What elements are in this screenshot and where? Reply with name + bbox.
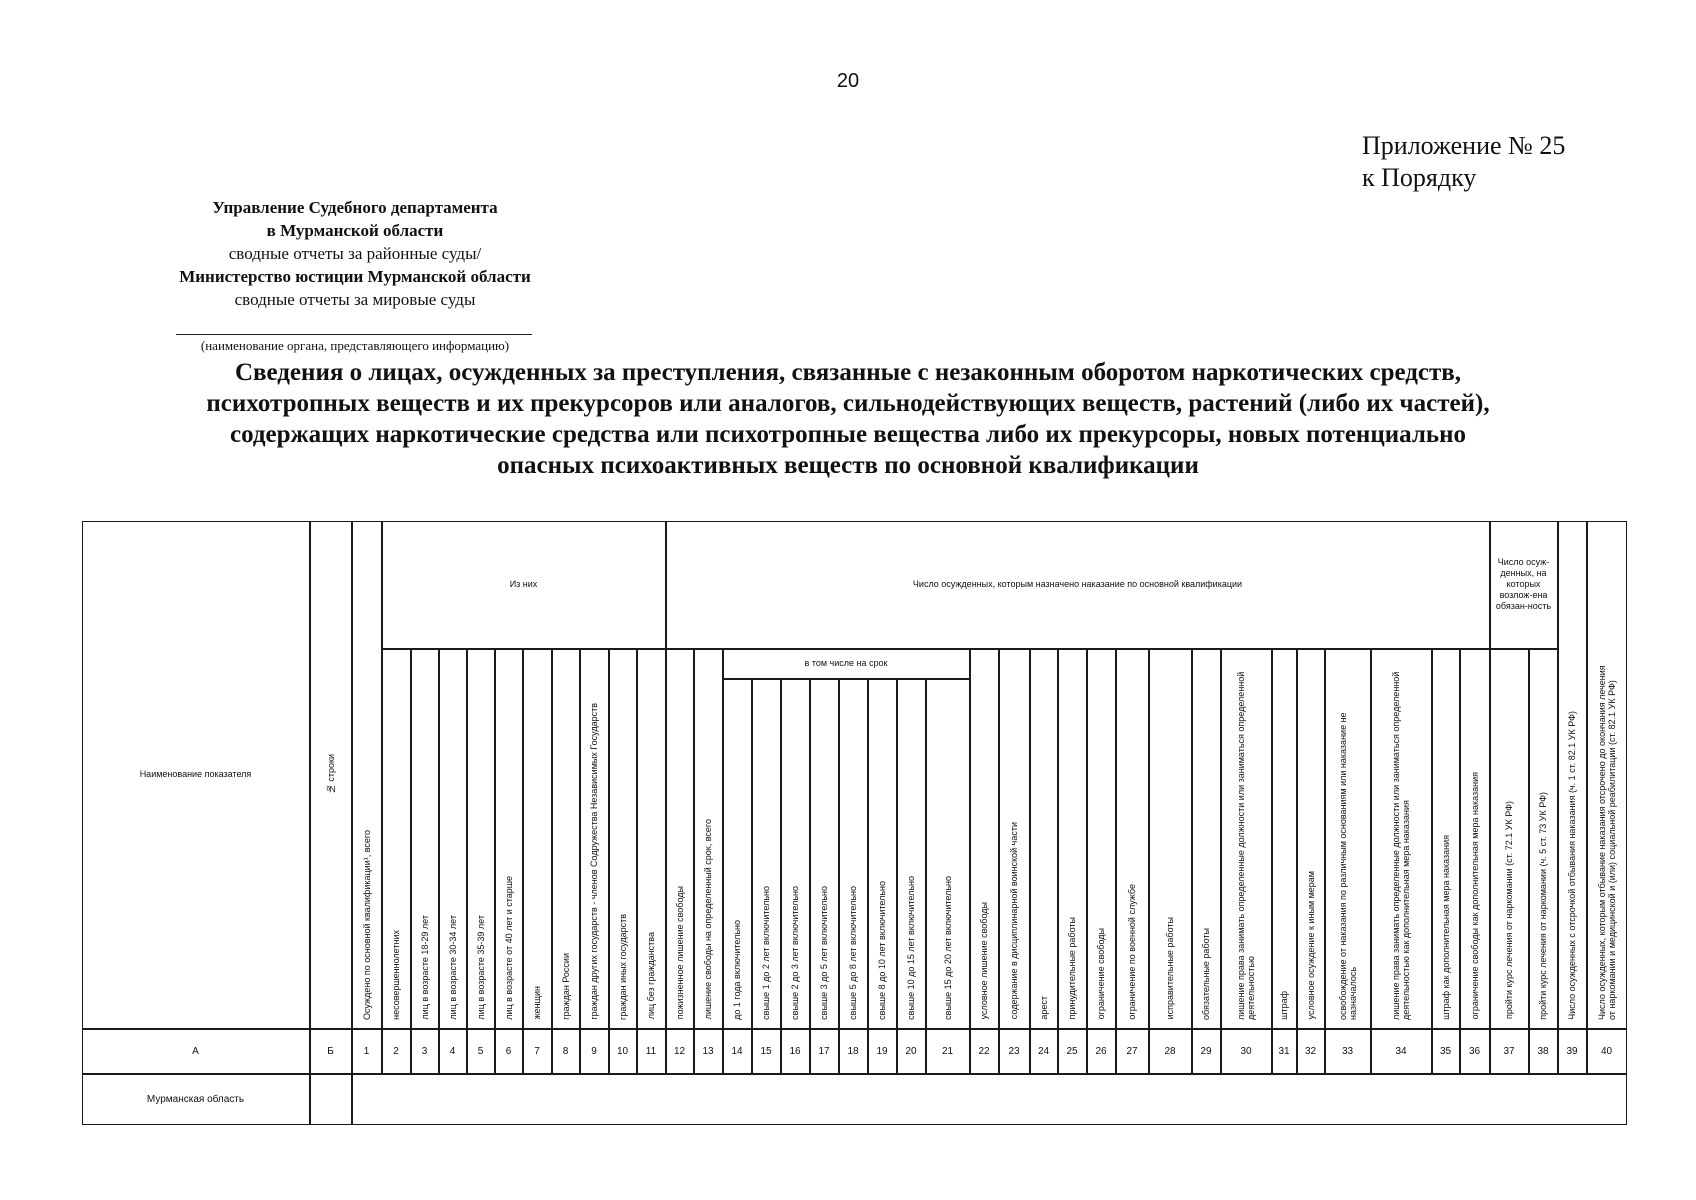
column-header-label: женщин	[532, 986, 542, 1020]
column-number-cell	[781, 1029, 810, 1074]
column-header-label: свыше 3 до 5 лет включительно	[819, 885, 829, 1020]
column-header	[1058, 649, 1087, 1029]
org-line-3: сводные отчеты за районные суды/	[228, 244, 482, 263]
column-header-label: свыше 5 до 8 лет включительно	[848, 885, 858, 1020]
group-header-label: Число осуж-денных, на которых возлож-ена обязан-ность	[1495, 557, 1552, 611]
column-header-label: Осуждено по основной квалификации¹, всего	[361, 829, 372, 1020]
column-number-cell	[1460, 1029, 1490, 1074]
column-number: 35	[1439, 1045, 1452, 1057]
appendix-line-1: Приложение № 25	[1362, 131, 1566, 160]
column-header-label: условное лишение свободы	[979, 902, 989, 1020]
column-header-label: освобождение от наказания по различным основаниям или наказание не назначалось	[1337, 711, 1358, 1020]
column-number: 19	[876, 1045, 888, 1057]
title-line-3: содержащих наркотические средства или психотропные вещества либо их прекурсоры, новых потенциально	[229, 421, 1466, 448]
table-row-data-cell[interactable]	[352, 1074, 1627, 1125]
column-header	[523, 649, 552, 1029]
column-number-cell	[1058, 1029, 1087, 1074]
report-table-grid	[82, 521, 1627, 1125]
column-header-label: содержание в дисциплинарной воинской части	[1009, 822, 1019, 1020]
column-header	[382, 649, 411, 1029]
column-header	[723, 679, 752, 1029]
column-header-label: лишение права занимать определенные должности или заниматься определенной деятельностью как дополнительная мера наказания	[1391, 671, 1411, 1020]
column-number: 29	[1200, 1045, 1212, 1057]
column-header	[1529, 649, 1558, 1029]
title-line-4: опасных психоактивных веществ по основной квалификации	[497, 452, 1199, 479]
column-number: 33	[1341, 1045, 1354, 1057]
column-header	[411, 649, 439, 1029]
column-number-cell	[1272, 1029, 1297, 1074]
column-header-label: лиц в возрасте от 40 лет и старше	[503, 875, 514, 1020]
label-b-cell	[310, 1029, 352, 1074]
label-b: Б	[327, 1045, 334, 1057]
column-header	[580, 649, 609, 1029]
column-header	[666, 649, 694, 1029]
column-number-cell	[666, 1029, 694, 1074]
column-header	[352, 521, 382, 1029]
column-number-cell	[1030, 1029, 1058, 1074]
group-header-label: Число осужденных, которым назначено наказание по основной квалификации	[912, 579, 1243, 589]
column-header-label: принудительные работы	[1067, 916, 1077, 1020]
column-number: 7	[534, 1045, 540, 1057]
row-number-header	[310, 521, 352, 1029]
title-line-2: психотропных веществ и их прекурсоров или аналогов, сильнодействующих веществ, растений (либо их частей),	[206, 390, 1490, 417]
column-number: 3	[421, 1045, 428, 1057]
org-line-5: сводные отчеты за мировые суды	[234, 290, 476, 309]
column-header	[999, 649, 1030, 1029]
column-header	[1460, 649, 1490, 1029]
column-number-cell	[1490, 1029, 1529, 1074]
column-number: 5	[477, 1045, 484, 1057]
column-header	[1587, 521, 1627, 1029]
appendix-label	[1362, 130, 1565, 194]
column-number: 34	[1395, 1045, 1407, 1057]
column-header	[1325, 649, 1371, 1029]
column-number: 16	[789, 1045, 801, 1057]
column-header	[868, 679, 897, 1029]
column-number-cell	[609, 1029, 637, 1074]
column-number-cell	[1297, 1029, 1325, 1074]
column-header-label: граждан других государств - членов Содружества Независимых Государств	[589, 702, 599, 1020]
column-header	[839, 679, 868, 1029]
indicator-header-label: Наименование показателя	[139, 769, 252, 779]
column-number: 40	[1600, 1045, 1613, 1057]
column-header	[1116, 649, 1149, 1029]
column-number: 25	[1066, 1045, 1078, 1057]
column-number-cell	[926, 1029, 970, 1074]
column-number: 27	[1126, 1045, 1138, 1057]
column-header	[1490, 649, 1529, 1029]
column-number-cell	[694, 1029, 723, 1074]
column-header	[439, 649, 467, 1029]
table-row-label: Мурманская область	[146, 1093, 245, 1105]
column-header-label: ограничение по военной службе	[1127, 883, 1137, 1020]
column-number: 38	[1537, 1045, 1549, 1057]
column-number-cell	[839, 1029, 868, 1074]
column-number: 6	[505, 1045, 512, 1057]
group-header-label: Из них	[509, 579, 538, 589]
column-number: 1	[363, 1045, 370, 1057]
column-header	[1221, 649, 1272, 1029]
column-number-cell	[810, 1029, 839, 1074]
column-header-label: исправительные работы	[1165, 917, 1175, 1020]
column-number-cell	[1371, 1029, 1432, 1074]
column-header	[1297, 649, 1325, 1029]
column-header	[609, 649, 637, 1029]
column-number-cell	[382, 1029, 411, 1074]
column-header-label: свыше 2 до 3 лет включительно	[790, 885, 800, 1020]
column-header	[1149, 649, 1192, 1029]
column-header-label: свыше 8 до 10 лет включительно	[877, 880, 887, 1020]
column-number-cell	[352, 1029, 382, 1074]
column-header	[1192, 649, 1221, 1029]
column-header-label: граждан России	[560, 952, 571, 1020]
column-header-label: лиц в возрасте 18-29 лет	[419, 914, 430, 1020]
column-number: 24	[1037, 1045, 1050, 1057]
column-header-label: пройти курс лечения от наркомании (ст. 72.1 УК РФ)	[1504, 801, 1514, 1020]
column-number: 15	[760, 1045, 772, 1057]
column-number: 14	[731, 1045, 743, 1057]
label-a: А	[192, 1045, 199, 1057]
org-line-1: Управление Судебного департамента	[212, 198, 498, 217]
column-header-label: до 1 года включительно	[732, 919, 742, 1020]
column-header	[467, 649, 495, 1029]
column-number-cell	[1221, 1029, 1272, 1074]
column-number-cell	[552, 1029, 580, 1074]
column-header	[694, 649, 723, 1029]
column-number: 31	[1278, 1045, 1290, 1057]
report-table	[82, 521, 1622, 1125]
column-header-label: лишение свободы на определенный срок, всего	[703, 819, 713, 1020]
column-header	[1371, 649, 1432, 1029]
column-number: 12	[673, 1045, 686, 1057]
org-caption: (наименование органа, представляющего информацию)	[200, 338, 510, 353]
column-number: 8	[562, 1045, 569, 1057]
column-number: 21	[941, 1045, 954, 1057]
column-header-label: арест	[1038, 995, 1049, 1020]
column-number-cell	[1325, 1029, 1371, 1074]
column-number-cell	[723, 1029, 752, 1074]
column-number-cell	[897, 1029, 926, 1074]
column-header-label: Число осужденных с отсрочкой отбывания наказания (ч. 1 ст. 82.1 УК РФ)	[1567, 710, 1577, 1020]
label-a-cell	[82, 1029, 310, 1074]
column-number: 13	[702, 1045, 714, 1057]
column-header	[1558, 521, 1587, 1029]
page-number: 20	[836, 70, 860, 92]
column-number: 17	[818, 1045, 830, 1057]
column-number: 36	[1468, 1045, 1481, 1057]
column-header	[1432, 649, 1460, 1029]
column-header	[752, 679, 781, 1029]
column-number: 32	[1304, 1045, 1317, 1057]
column-number: 18	[847, 1045, 859, 1057]
column-number: 9	[591, 1045, 597, 1057]
column-number-cell	[411, 1029, 439, 1074]
column-header	[552, 649, 580, 1029]
column-header-label: пожизненное лишение свободы	[674, 886, 685, 1020]
org-line-4: Министерство юстиции Мурманской области	[179, 267, 531, 286]
column-number-cell	[467, 1029, 495, 1074]
column-number: 37	[1503, 1045, 1515, 1057]
column-number: 20	[905, 1045, 917, 1057]
column-number: 28	[1164, 1045, 1176, 1057]
column-number-cell	[580, 1029, 609, 1074]
column-header-label: свыше 15 до 20 лет включительно	[942, 875, 953, 1020]
indicator-header	[82, 521, 310, 1029]
column-header-label: штраф	[1279, 990, 1289, 1020]
column-number-cell	[999, 1029, 1030, 1074]
column-header-label: пройти курс лечения от наркомании (ч. 5 ст. 73 УК РФ)	[1538, 791, 1548, 1020]
column-header-label: свыше 1 до 2 лет включительно	[761, 885, 771, 1020]
column-header	[810, 679, 839, 1029]
column-header-label: несовершеннолетних	[391, 929, 401, 1020]
column-header-label: свыше 10 до 15 лет включительно	[906, 875, 916, 1020]
column-header	[781, 679, 810, 1029]
column-number-cell	[1087, 1029, 1116, 1074]
column-number-cell	[1587, 1029, 1627, 1074]
column-header-label: лиц без гражданства	[646, 932, 656, 1020]
org-underline	[176, 334, 532, 335]
group-header-naznacheno	[666, 521, 1490, 649]
row-number-header-label: № строки	[325, 754, 336, 795]
group-header-iz-nikh	[382, 521, 666, 649]
document-title	[90, 357, 1606, 481]
column-number-cell	[523, 1029, 552, 1074]
column-header	[970, 649, 999, 1029]
column-number-cell	[970, 1029, 999, 1074]
column-header	[1030, 649, 1058, 1029]
column-number-cell	[1149, 1029, 1192, 1074]
column-header-label: Число осужденных, которым отбывание наказания отсрочено до окончания лечения от наркомании и медицинской и (или) социальной реабилитации (ст. 82.1 УК РФ)	[1596, 664, 1617, 1020]
column-number: 11	[645, 1045, 657, 1057]
org-line-2: в Мурманской области	[266, 221, 444, 240]
column-header-label: штраф как дополнительная мера наказания	[1440, 834, 1451, 1020]
group-header-label: в том числе на срок	[804, 658, 888, 668]
column-number: 4	[449, 1045, 456, 1057]
column-header	[926, 679, 970, 1029]
column-number-cell	[868, 1029, 897, 1074]
group-header-obyazannost	[1490, 521, 1558, 649]
column-number: 10	[616, 1045, 629, 1057]
column-header	[495, 649, 523, 1029]
appendix-line-2: к Порядку	[1362, 163, 1477, 192]
column-header	[1272, 649, 1297, 1029]
column-header-label: ограничение свободы как дополнительная мера наказания	[1469, 772, 1480, 1020]
column-header-label: условное осуждение к иным мерам	[1305, 871, 1316, 1020]
column-number-cell	[752, 1029, 781, 1074]
column-header	[897, 679, 926, 1029]
column-header-label: граждан иных государств	[617, 913, 628, 1020]
table-row-number-cell[interactable]	[310, 1074, 352, 1125]
column-number-cell	[1192, 1029, 1221, 1074]
column-number: 23	[1008, 1045, 1020, 1057]
column-number-cell	[439, 1029, 467, 1074]
column-header	[637, 649, 666, 1029]
column-header-label: лишение права занимать определенные должности или заниматься определенной деятельностью	[1236, 671, 1256, 1020]
column-number: 39	[1566, 1045, 1578, 1057]
organization-block	[120, 196, 590, 311]
column-number-cell	[1116, 1029, 1149, 1074]
group-header-v-tom-chisle	[723, 649, 970, 679]
column-number: 22	[978, 1045, 990, 1057]
title-line-1: Сведения о лицах, осужденных за преступления, связанные с незаконным оборотом наркотических средств,	[234, 359, 1462, 386]
column-header-label: лиц в возрасте 35-39 лет	[475, 914, 486, 1020]
column-number: 2	[393, 1045, 399, 1057]
column-number-cell	[1432, 1029, 1460, 1074]
column-number: 26	[1095, 1045, 1107, 1057]
column-header-label: обязательные работы	[1201, 927, 1211, 1020]
column-header-label: лиц в возрасте 30-34 лет	[447, 914, 458, 1020]
column-number: 30	[1240, 1045, 1252, 1057]
column-number-cell	[495, 1029, 523, 1074]
column-header	[1087, 649, 1116, 1029]
column-number-cell	[637, 1029, 666, 1074]
column-header-label: ограничение свободы	[1096, 928, 1106, 1020]
table-row-label-cell	[82, 1074, 310, 1125]
column-number-cell	[1529, 1029, 1558, 1074]
column-number-cell	[1558, 1029, 1587, 1074]
